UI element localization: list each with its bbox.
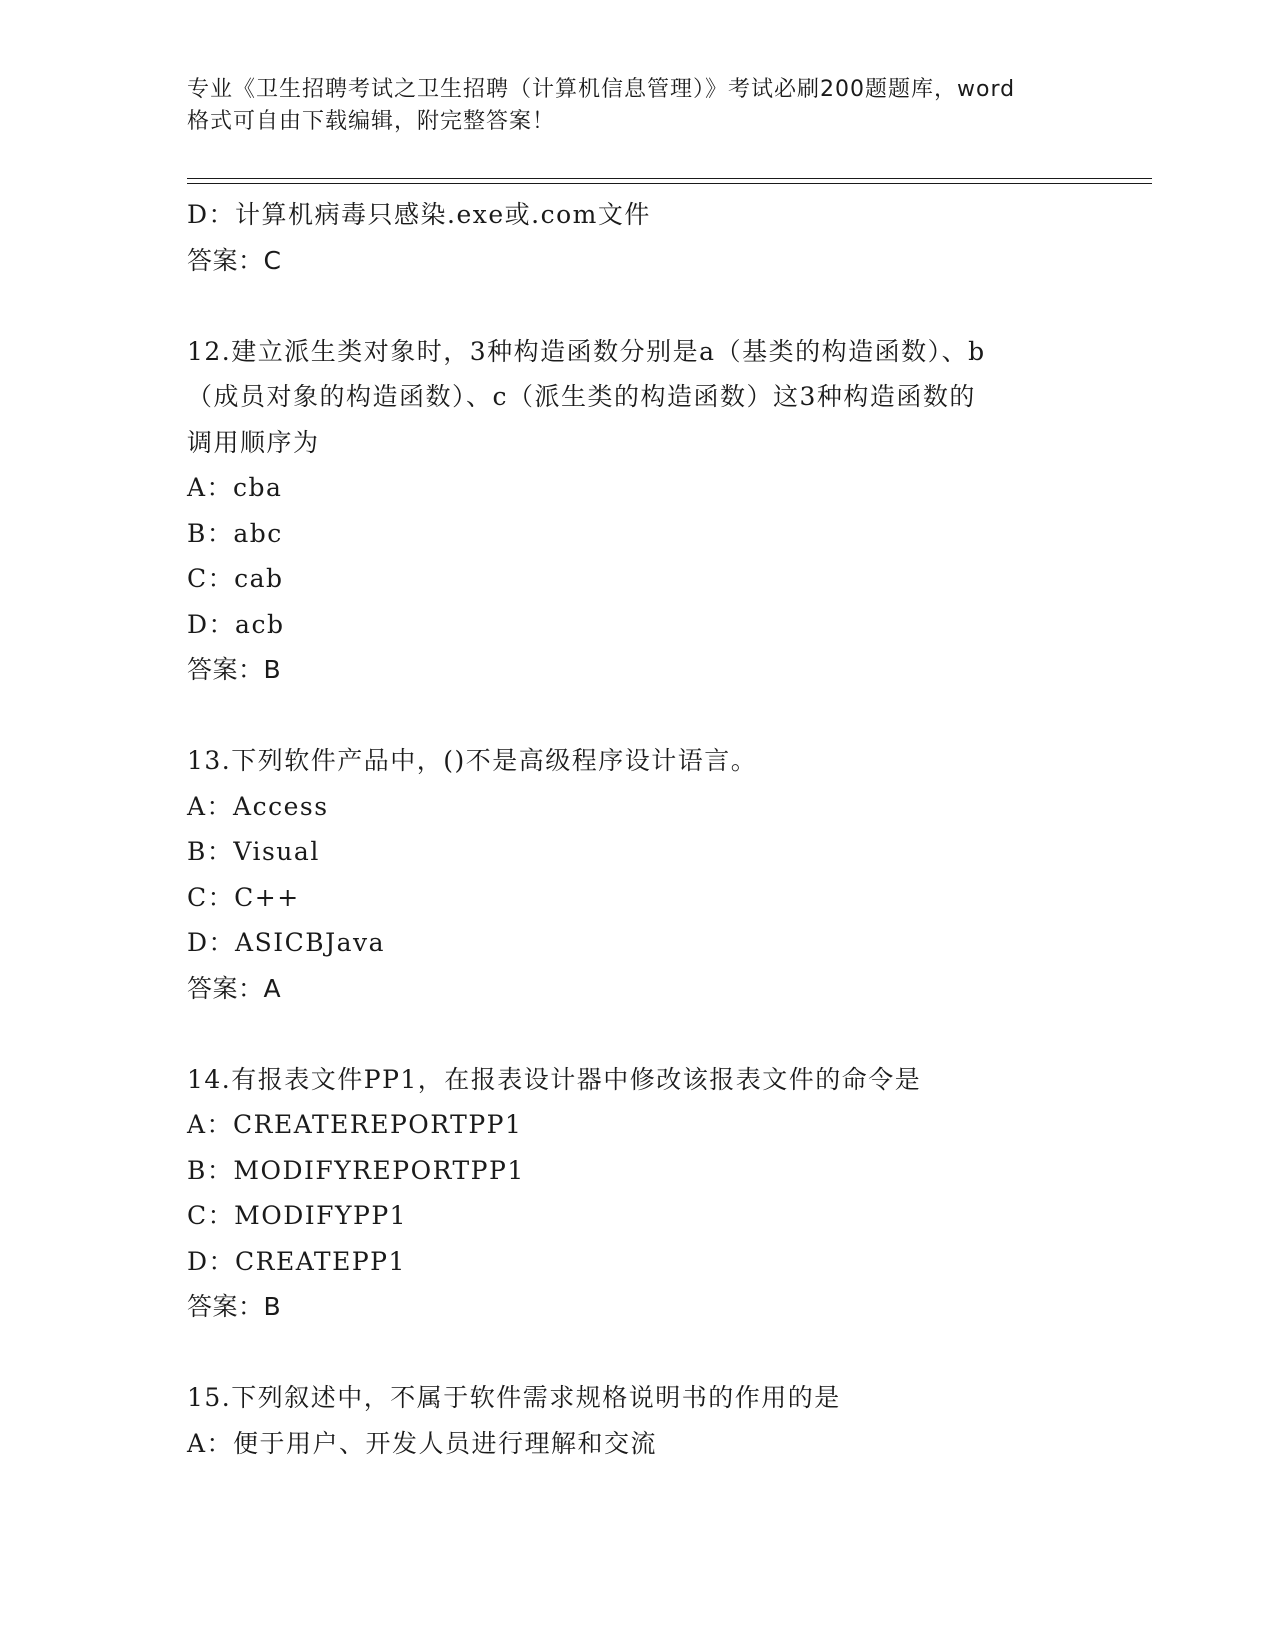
option-c: C：MODIFYPP1 [187, 1201, 408, 1230]
option-d: D：acb [187, 609, 285, 639]
spacer [187, 1011, 1087, 1057]
answer-line: 答案：A [187, 973, 282, 1003]
question-stem-cont: （成员对象的构造函数）、c（派生类的构造函数）这3种构造函数的 [187, 382, 976, 411]
option-c: C：cab [187, 564, 284, 593]
question-stem: 12.建立派生类对象时，3种构造函数分别是a（基类的构造函数）、b [187, 336, 986, 366]
option-b: B：MODIFYREPORTPP1 [187, 1155, 525, 1185]
header-divider-top [187, 178, 1152, 179]
question-14 [187, 1057, 1087, 1330]
option-d: D：ASICBJava [187, 928, 386, 957]
answer-line: 答案：B [187, 1292, 282, 1321]
document-header [187, 74, 1087, 138]
spacer [187, 1330, 1087, 1376]
question-11-tail [187, 192, 1087, 283]
option-a: A：cba [187, 473, 283, 502]
question-stem-cont: 调用顺序为 [187, 427, 320, 457]
option-b: B：abc [187, 518, 283, 548]
option-a: A：Access [187, 791, 329, 821]
question-list [187, 192, 1087, 1466]
option-a: A：CREATEREPORTPP1 [187, 1110, 523, 1139]
header-line-1: 专业《卫生招聘考试之卫生招聘（计算机信息管理）》考试必刷200题题库，word [187, 77, 1016, 102]
question-stem: 14.有报表文件PP1，在报表设计器中修改该报表文件的命令是 [187, 1064, 922, 1094]
option-b: B：Visual [187, 837, 320, 866]
option-d: D：CREATEPP1 [187, 1246, 406, 1276]
option-c: C：C++ [187, 882, 300, 912]
header-line-2: 格式可自由下载编辑，附完整答案！ [187, 109, 556, 134]
spacer [187, 283, 1087, 329]
question-15 [187, 1375, 1087, 1466]
option-d: D：计算机病毒只感染.exe或.com文件 [187, 200, 651, 229]
question-stem: 13.下列软件产品中，()不是高级程序设计语言。 [187, 746, 758, 775]
header-divider-bottom [187, 183, 1152, 184]
question-12 [187, 329, 1087, 693]
question-13 [187, 738, 1087, 1011]
spacer [187, 693, 1087, 739]
answer-line: 答案：B [187, 655, 282, 684]
answer-line: 答案：C [187, 245, 282, 275]
option-a: A：便于用户、开发人员进行理解和交流 [187, 1428, 658, 1458]
question-stem: 15.下列叙述中，不属于软件需求规格说明书的作用的是 [187, 1383, 841, 1412]
